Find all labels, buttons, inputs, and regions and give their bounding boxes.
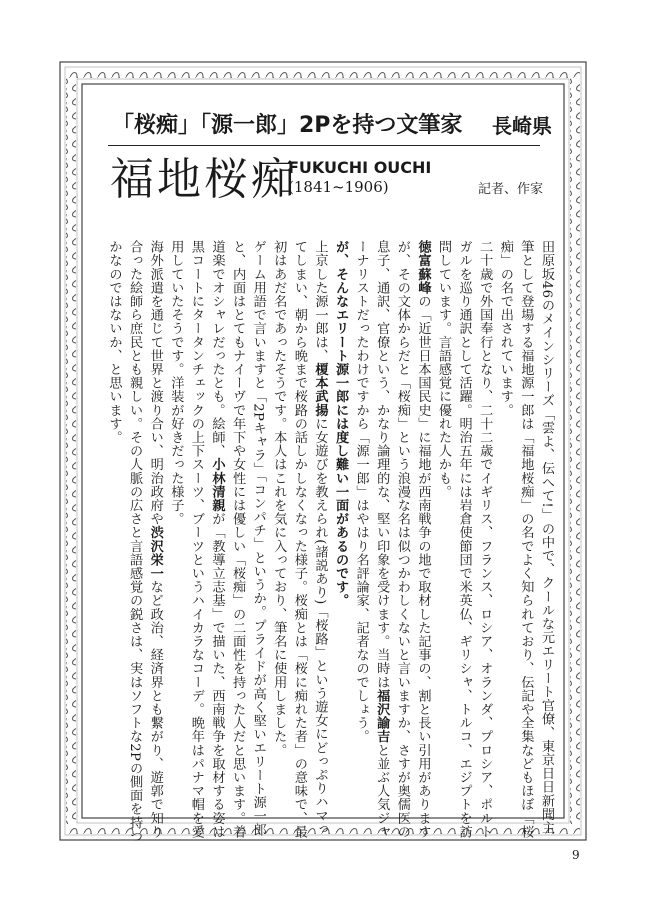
- paragraph-6: [165, 240, 268, 848]
- bold-name-fukuzawa: 福沢諭吉: [374, 688, 390, 744]
- bold-statement: が、そんなエリート源一郎には度し難い一面があるのです。: [333, 240, 349, 608]
- paragraph-3: [350, 240, 432, 848]
- text-span: 海外派遣を通じて世界と渡り合い、明治政府や: [147, 240, 163, 526]
- prefecture-label: 長崎県: [492, 114, 552, 138]
- text-span: に女遊びを教えられ(諸説あり)「桜路」という遊女にどっぷりハマってしまい、朝から晩まで桜路の話しかしなくなった様子。桜痴とは「桜に痴れた者」の意味で、最初はあだ名であったそうです。本人はこれを気に入っており、筆名に使用しました。: [271, 240, 328, 839]
- paragraph-2: [432, 240, 494, 848]
- paragraph-7: [104, 240, 165, 848]
- bold-name-kobayashi: 小林清親: [209, 457, 225, 513]
- bold-name-enomoto: 榎本武揚: [312, 362, 328, 417]
- text-span: 上京した源一郎は、: [312, 240, 328, 363]
- text-span: 田原坂46のメインシリーズ「雲よ、伝へて!」の中で、クールな元エリート官僚、東京日日新聞主筆として登場する福地源一郎は「福地桜痴」の名でよく知られており、伝記や全集などもほぼ「桜痴」の名で出されています。: [497, 240, 554, 839]
- paragraph-1: [494, 240, 556, 848]
- text-span: の「近世日本国民史」に福地が西南戦争の地で取材した記事の、割と長い引用がありますが、その文体からだと「桜痴」という浪漫な名は似つかわしくないと言いますか、さすが奥儒医の息子、通訳、官僚という、かなり論理的な、堅い印象を受けます。当時は: [374, 240, 431, 839]
- paragraph-4: [329, 240, 350, 848]
- text-span: 二十歳で外国奉行となり、二十二歳でイギリス、フランス、ロシア、オランダ、プロシア、ポルトガルを巡り通訳として活躍。明治五年には岩倉使節団で米英仏、ギリシャ、トルコ、エジプトを訪問しています。言語感覚に優れた人かも。: [436, 240, 493, 839]
- occupation-label: 記者、作家: [478, 182, 544, 197]
- bold-name-tokutomi: 徳富蘇峰: [415, 240, 431, 295]
- person-name-japanese: 福地桜痴: [110, 154, 298, 205]
- page-number: 9: [572, 848, 580, 862]
- title-divider: [108, 145, 540, 146]
- article-body: [104, 240, 556, 848]
- life-dates: (1841~1906): [288, 178, 389, 196]
- person-name-romanized: FUKUCHI OUCHI: [288, 158, 432, 177]
- paragraph-5: [268, 240, 330, 848]
- text-span: ゲーム用語で言いますと「2Pキャラ」「コンパチ」というか。プライドが高く堅いエリート源一郎と、内面はとてもナイーヴで年下や女性には優しい「桜痴」の二面性を持った人だと思います。着道楽でオシャレだったとも。絵師、: [209, 240, 266, 839]
- text-span: が「教導立志基」で描いた、西南戦争を取材する姿は黒コートにタータンチェックの上下スーツ、ブーツというハイカラなコーデ。晩年はパナマ帽を愛用していたそうです。洋装が好きだった様子。: [168, 240, 225, 839]
- text-span: など政治、経済界とも繋がり、遊郭で知り合った絵師ら庶民とも親しい。その人脈の広さと言語感覚の鋭さは、実はソフトな2Pの側面を持つかなのではないか、と思います。: [106, 240, 163, 843]
- text-span: と並ぶ人気ジャーナリストだったわけですから「源一郎」はやはり名評論家、記者なのでしょう。: [353, 240, 390, 839]
- bold-name-shibusawa: 渋沢栄一: [147, 525, 163, 581]
- page-title: 「桜痴」「源一郎」2Pを持つ文筆家: [112, 113, 463, 138]
